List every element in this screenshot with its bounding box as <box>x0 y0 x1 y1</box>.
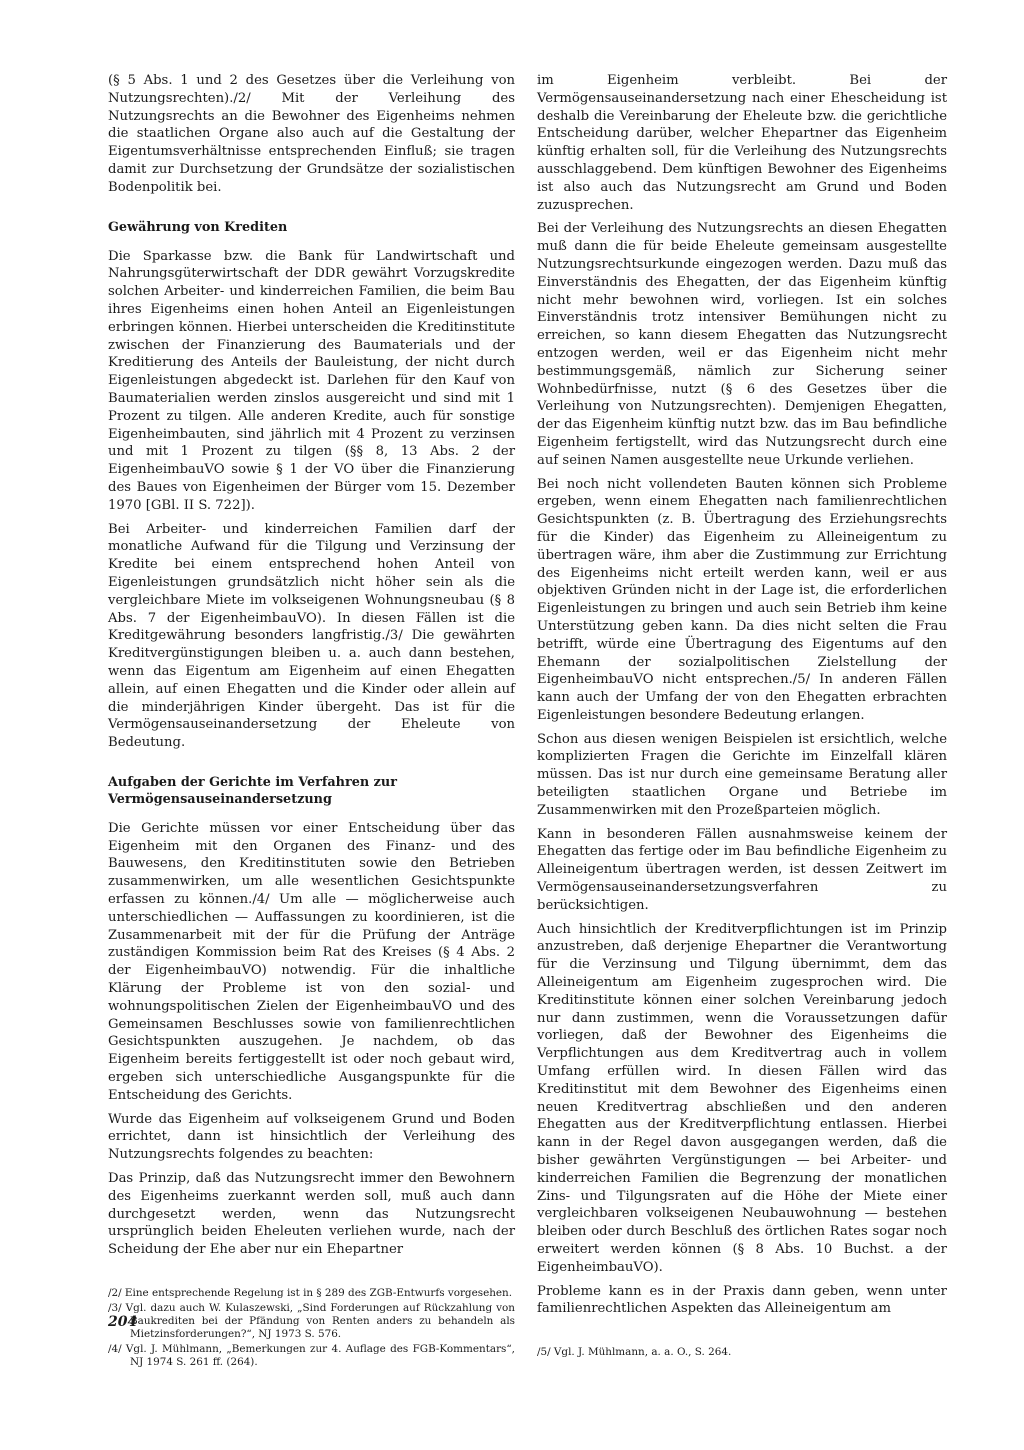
paragraph: im Eigenheim verbleibt. Bei der Vermögensauseinandersetzung nach einer Ehescheidung ist deshalb die Vereinbarung der Eheleute bzw. die gerichtliche Entscheidung darüber, welcher Ehepartner das Eigenheim künftig erhalten soll, für die Verleihung des Nutzungsrechts ausschlaggebend. Dem künftigen Bewohner des Eigenheims ist also auch das Nutzungsrecht am Grund und Boden zuzusprechen. <box>537 73 947 213</box>
footnotes-left <box>108 1287 515 1369</box>
footnotes-right <box>537 1346 947 1359</box>
paragraph: (§ 5 Abs. 1 und 2 des Gesetzes über die Verleihung von Nutzungsrechten)./2/ Mit der Verleihung des Nutzungsrechts an die Bewohner des Eigenheims nehmen die staatlichen Organe also auch auf die Gestaltung der Eigentumsverhältnisse entsprechenden Einfluß; sie tragen damit zur Durchsetzung der Grundsätze der sozialistischen Bodenpolitik bei. <box>108 73 515 195</box>
footnote: /3/ Vgl. dazu auch W. Kulaszewski, „Sind Forderungen auf Rückzahlung von Baukrediten bei der Pfändung von Renten anders zu behandeln als Mietzinsforderungen?“, NJ 1973 S. 576. <box>108 1302 515 1341</box>
paragraph: Auch hinsichtlich der Kreditverpflichtungen ist im Prinzip anzustreben, daß derjenige Ehepartner die Verantwortung für die Verzinsung und Tilgung übernimmt, dem das Alleineigentum am Eigenheim zugesprochen wird. Die Kreditinstitute können einer solchen Vereinbarung jedoch nur dann zustimmen, wenn die Voraussetzungen dafür vorliegen, daß der Bewohner des Eigenheims die Verpflichtungen aus dem Kreditvertrag auch in vollem Umfang erfüllen wird. In diesen Fällen wird das Kreditinstitut mit dem Bewohner des Eigenheims einen neuen Kreditvertrag abschließen und den anderen Ehegatten aus der Kreditverpflichtung entlassen. Hierbei kann in der Regel davon ausgegangen werden, daß die bisher gewährten Vergünstigungen — bei Arbeiter- und kinderreichen Familien die Begrenzung der monatlichen Zins- und Tilgungsraten auf die Höhe der Miete einer vergleichbaren volkseigenen Neubauwohnung — bestehen bleiben oder durch Beschluß des örtlichen Rates sogar noch erweitert werden können (§ 8 Abs. 10 Buchst. a der EigenheimbauVO). <box>537 921 947 1275</box>
paragraph: Bei noch nicht vollendeten Bauten können sich Probleme ergeben, wenn einem Ehegatten nach familienrechtlichen Gesichtspunkten (z. B. Übertragung des Erziehungsrechts für die Kinder) das Eigenheim zu Alleineigentum zu übertragen wäre, ihm aber die Zustimmung zur Errichtung des Eigenheims nicht erteilt werden kann, weil er aus objektiven Gründen nicht in der Lage ist, die erforderlichen Eigenleistungen zu bringen und auch sein Betrieb ihm keine Unterstützung geben kann. Da dies nicht selten die Frau betrifft, würde eine Übertragung des Eigentums auf den Ehemann der sozialpolitischen Zielstellung der EigenheimbauVO nicht entsprechen./5/ In anderen Fällen kann auch der Umfang der von den Ehegatten erbrachten Eigenleistungen besondere Bedeutung erlangen. <box>537 476 947 723</box>
paragraph: Schon aus diesen wenigen Beispielen ist ersichtlich, welche komplizierten Fragen die Gerichte im Einzelfall klären müssen. Das ist nur durch eine gemeinsame Beratung aller beteiligten staatlichen Organe und Betriebe im Zusammenwirken mit den Prozeßparteien möglich. <box>537 731 947 818</box>
paragraph: Bei der Verleihung des Nutzungsrechts an diesen Ehegatten muß dann die für beide Eheleute gemeinsam ausgestellte Nutzungsrechtsurkunde eingezogen werden. Dazu muß das Einverständnis des Ehegatten, der das Eigenheim künftig nicht mehr bewohnen wird, vorliegen. Ist ein solches Einverständnis trotz intensiver Bemühungen nicht zu erreichen, so kann diesem Ehegatten das Nutzungsrecht entzogen werden, weil er das Eigenheim nicht mehr bestimmungsgemäß, nämlich zur Sicherung seiner Wohnbedürfnisse, nutzt (§ 6 des Gesetzes über die Verleihung von Nutzungsrechten). Demjenigen Ehegatten, der das Eigenheim künftig nutzt bzw. das im Bau befindliche Eigenheim fertigstellt, wird das Nutzungsrecht durch eine auf seinen Namen ausgestellte neue Urkunde verliehen. <box>537 221 947 468</box>
paragraph: Kann in besonderen Fällen ausnahmsweise keinem der Ehegatten das fertige oder im Bau befindliche Eigenheim zu Alleineigentum übertragen werden, ist dessen Zeitwert im Vermögensauseinandersetzungsverfahren zu berücksichtigen. <box>537 826 947 913</box>
paragraph: Probleme kann es in der Praxis dann geben, wenn unter familienrechtlichen Aspekten das Alleineigentum am <box>537 1283 947 1317</box>
left-column <box>108 72 515 1371</box>
paragraph: Bei Arbeiter- und kinderreichen Familien darf der monatliche Aufwand für die Tilgung und Verzinsung der Kredite bei einem entsprechend hohen Anteil von Eigenleistungen grundsätzlich nicht höher sein als die vergleichbare Miete im volkseigenen Wohnungsneubau (§ 8 Abs. 7 der EigenheimbauVO). In diesen Fällen ist die Kreditgewährung besonders langfristig./3/ Die gewährten Kreditvergünstigungen bleiben u. a. auch dann bestehen, wenn das Eigentum am Eigenheim auf einen Ehegatten allein, auf einen Ehegatten und die Kinder oder allein auf die minderjährigen Kinder übergeht. Das ist für die Vermögensauseinandersetzung der Eheleute von Bedeutung. <box>108 521 515 751</box>
section-heading-gerichte: Aufgaben der Gerichte im Verfahren zur Vermögensauseinandersetzung <box>108 774 397 807</box>
right-column <box>537 72 947 1361</box>
footnote: /2/ Eine entsprechende Regelung ist in § 289 des ZGB-Entwurfs vorgesehen. <box>108 1287 513 1300</box>
paragraph: Die Sparkasse bzw. die Bank für Landwirtschaft und Nahrungsgüterwirtschaft der DDR gewährt Vorzugskredite solchen Arbeiter- und kinderreichen Familien, die beim Bau ihres Eigenheims einen hohen Anteil an Eigenleistungen erbringen können. Hierbei unterscheiden die Kreditinstitute zwischen der Finanzierung des Baumaterials und der Kreditierung des Anteils der Bauleistung, der nicht durch Eigenleistungen abgedeckt ist. Darlehen für den Kauf von Baumaterialien werden zinslos ausgereicht und sind mit 1 Prozent zu tilgen. Alle anderen Kredite, auch für sonstige Eigenheimbauten, sind jährlich mit 4 Prozent zu verzinsen und mit 1 Prozent zu tilgen (§§ 8, 13 Abs. 2 der EigenheimbauVO sowie § 1 der VO über die Finanzierung des Baues von Eigenheimen der Bürger vom 15. Dezember 1970 [GBl. II S. 722]). <box>108 248 515 513</box>
section-heading-krediten: Gewährung von Krediten <box>108 219 288 235</box>
page-number: 204 <box>108 1314 138 1330</box>
paragraph: Das Prinzip, daß das Nutzungsrecht immer den Bewohnern des Eigenheims zuerkannt werden soll, muß auch dann durchgesetzt werden, wenn das Nutzungsrecht ursprünglich beiden Eheleuten verliehen wurde, nach der Scheidung der Ehe aber nur ein Ehepartner <box>108 1171 515 1258</box>
footnote: /4/ Vgl. J. Mühlmann, „Bemerkungen zur 4. Auflage des FGB-Kommentars“, NJ 1974 S. 261 ff. (264). <box>108 1343 515 1369</box>
footnote: /5/ Vgl. J. Mühlmann, a. a. O., S. 264. <box>537 1346 732 1359</box>
paragraph: Die Gerichte müssen vor einer Entscheidung über das Eigenheim mit den Organen des Finanz- und des Bauwesens, den Kreditinstituten sowie den Betrieben zusammenwirken, um alle wesentlichen Gesichtspunkte erfassen zu können./4/ Um alle — möglicherweise auch unterschiedlichen — Auffassungen zu koordinieren, ist die Zusammenarbeit mit der für die Prüfung der Anträge zuständigen Kommission beim Rat des Kreises (§ 4 Abs. 2 der EigenheimbauVO) notwendig. Für die inhaltliche Klärung der Probleme ist von den sozial- und wohnungspolitischen Zielen der EigenheimbauVO und des Gemeinsamen Beschlusses sowie von familienrechtlichen Gesichtspunkten auszugehen. Je nachdem, ob das Eigenheim bereits fertiggestellt ist oder noch gebaut wird, ergeben sich unterschiedliche Ausgangspunkte für die Entscheidung des Gerichts. <box>108 820 515 1103</box>
paragraph: Wurde das Eigenheim auf volkseigenem Grund und Boden errichtet, dann ist hinsichtlich der Verleihung des Nutzungsrechts folgendes zu beachten: <box>108 1111 515 1163</box>
